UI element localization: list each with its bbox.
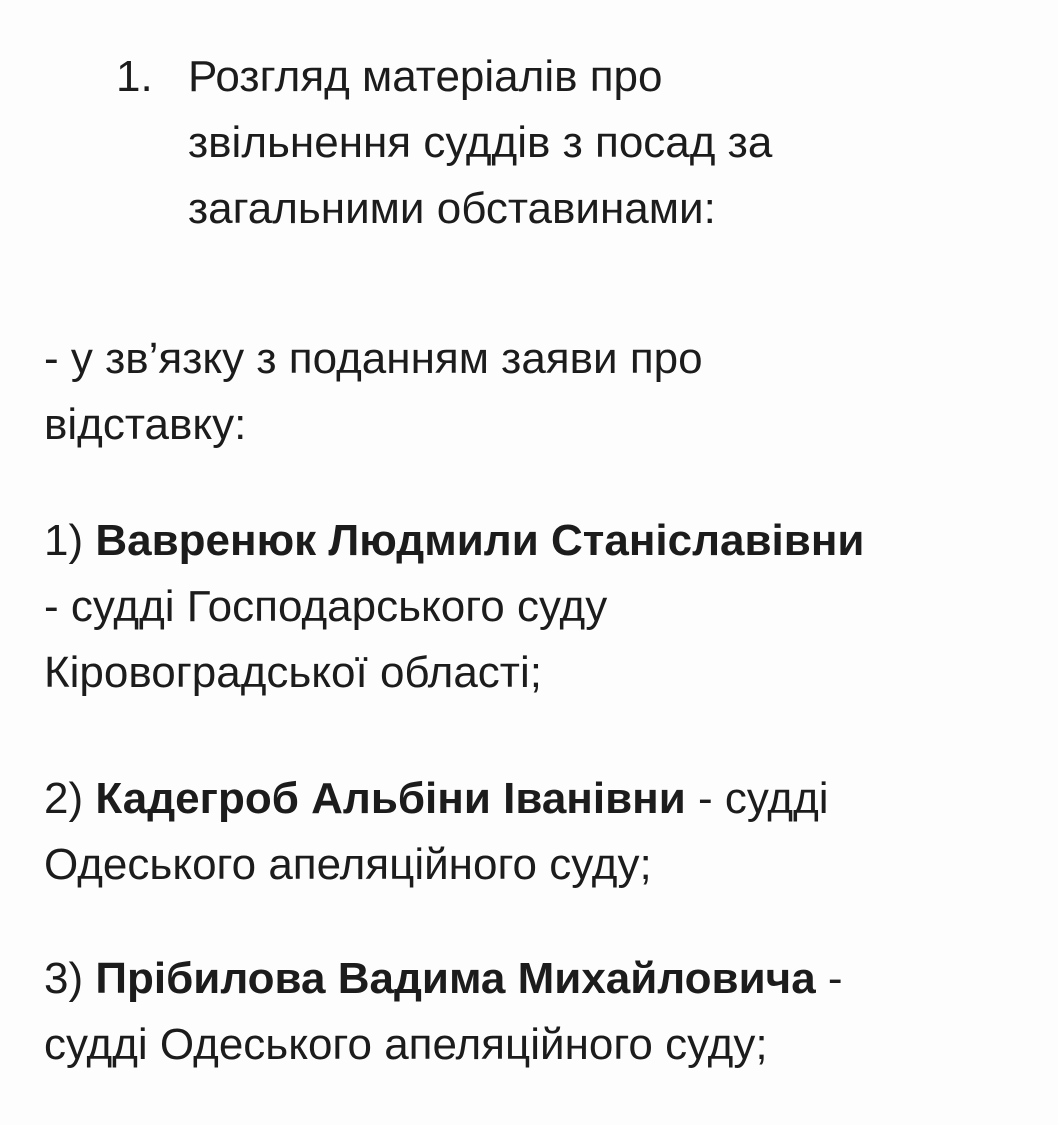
list-item bbox=[44, 766, 1024, 898]
intro-paragraph bbox=[44, 326, 1024, 458]
list-item-first-line bbox=[44, 946, 1024, 1012]
list-item-line: судді Одеського апеляційного суду; bbox=[44, 1020, 768, 1069]
list-item bbox=[44, 946, 1024, 1078]
section-number: 1. bbox=[116, 52, 153, 101]
list-item-line: Одеського апеляційного суду; bbox=[44, 840, 652, 889]
list-item-line: Кіровоградської області; bbox=[44, 648, 542, 697]
list-item-text: - bbox=[815, 954, 843, 1003]
list-item-marker: 3) bbox=[44, 954, 96, 1003]
section-title-line: загальними обставинами: bbox=[188, 184, 716, 233]
list-item bbox=[44, 508, 1024, 706]
judge-name: Прібилова Вадима Михайловича bbox=[95, 954, 816, 1003]
list-item-line: - судді Господарського суду bbox=[44, 582, 608, 631]
section-title-line: Розгляд матеріалів про bbox=[188, 52, 663, 101]
list-item-text: - судді bbox=[685, 774, 829, 823]
judge-name: Вавренюк Людмили Станіславівни bbox=[95, 516, 865, 565]
list-item-first-line bbox=[44, 508, 1024, 574]
list-item-marker: 1) bbox=[44, 516, 96, 565]
intro-line: відставку: bbox=[44, 400, 247, 449]
section-title-line: звільнення суддів з посад за bbox=[188, 118, 773, 167]
list-item-first-line bbox=[44, 766, 1024, 832]
list-item-marker: 2) bbox=[44, 774, 96, 823]
intro-line: - у зв’язку з поданням заяви про bbox=[44, 334, 703, 383]
section-title bbox=[188, 44, 968, 242]
judge-name: Кадегроб Альбіни Іванівни bbox=[95, 774, 686, 823]
